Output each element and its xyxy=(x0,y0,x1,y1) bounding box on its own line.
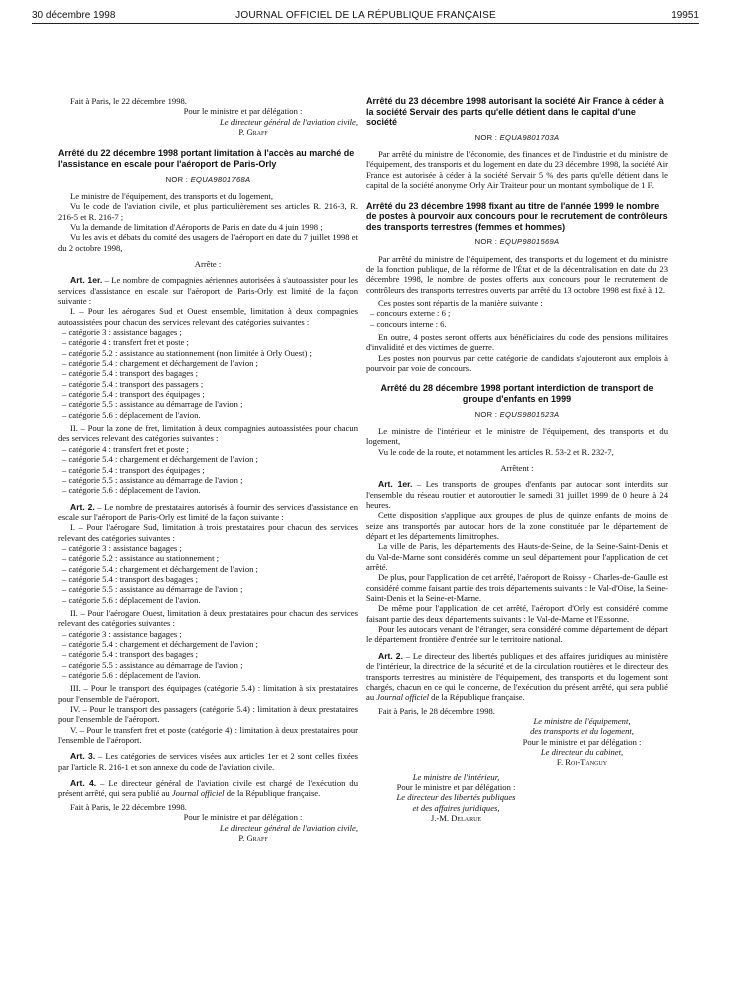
arrete-heading: Arrête : xyxy=(194,258,222,269)
list-item: – catégorie 5.4 : chargement et déchargement de l'avion ; xyxy=(62,639,258,649)
list-item: – catégorie 4 : transfert fret et poste ; xyxy=(62,443,189,454)
header-date: 30 décembre 1998 xyxy=(32,10,116,21)
article-label: Art. 1er. xyxy=(378,479,413,490)
signature-line: Le ministre de l'équipement, xyxy=(533,715,631,726)
section-III: III. – Pour le transport des équipages (catégorie 5.4) : limitation à six prestataires pour l'ensemble de l'aéroport. xyxy=(58,683,358,704)
signature-line: Pour le ministre et par délégation : xyxy=(183,812,303,823)
signature-name: P. Graff xyxy=(238,832,268,843)
list-item: – catégorie 5.4 : transport des équipages ; xyxy=(62,389,205,400)
nor-label: NOR : xyxy=(474,237,498,247)
list-item: – catégorie 5.2 : assistance au stationnement (non limitée à Orly Ouest) ; xyxy=(62,347,312,358)
decree-title: Arrêté du 28 décembre 1998 portant interdiction de transport de groupe d'enfants en 1999 xyxy=(380,383,654,404)
article-text: – Le nombre de compagnies aériennes autorisées à s'autoassister pour les services d'assistance en escale sur l'aéroport de Paris-Orly est limité de la façon suivante : xyxy=(58,275,358,306)
signature-name: F. Roi-Tanguy xyxy=(556,757,608,768)
list-item: – catégorie 5.4 : chargement et déchargement de l'avion ; xyxy=(62,358,258,369)
list-item: – catégorie 5.5 : assistance au démarrage de l'avion ; xyxy=(62,584,243,595)
list-item: – catégorie 5.2 : assistance au stationnement ; xyxy=(62,553,220,564)
list-item: – catégorie 5.4 : chargement et déchargement de l'avion ; xyxy=(62,563,258,574)
category-list xyxy=(58,327,358,420)
nor-label: NOR : xyxy=(474,132,498,142)
nor-code: EQUS9801523A xyxy=(499,409,560,419)
article-text: – Les transports de groupes d'enfants par autocar sont interdits sur l'ensemble du réseau routier et autoroutier le samedi 31 juillet 1999 de 0 heure à 24 heures. xyxy=(366,479,668,510)
article-label: Art. 1er. xyxy=(70,275,103,286)
list-item: – concours interne : 6. xyxy=(370,318,447,329)
journal-officiel: Journal officiel xyxy=(376,692,430,703)
list-item: – catégorie 5.5 : assistance au démarrage de l'avion ; xyxy=(62,474,243,485)
nor-reference xyxy=(58,175,358,185)
signature-block-equipement xyxy=(496,716,668,768)
article-1 xyxy=(366,479,668,510)
list-item: – catégorie 4 : transfert fret et poste ; xyxy=(62,337,189,348)
list-item: – catégorie 5.5 : assistance au démarrage de l'avion ; xyxy=(62,399,243,410)
article-label: Art. 3. xyxy=(70,751,96,762)
signature-line: Le ministre de l'intérieur, xyxy=(412,771,500,782)
list-item: – catégorie 5.6 : déplacement de l'avion. xyxy=(62,485,201,496)
list-item: – catégorie 5.5 : assistance au démarrage de l'avion ; xyxy=(62,659,243,670)
paragraph: En outre, 4 postes seront offerts aux bénéficiaires du code des pensions militaires d'invalidité et des victimes de guerre. xyxy=(366,332,668,353)
paragraph: Les postes non pourvus par cette catégorie de candidats s'ajouteront aux emplois à pourvoir par voie de concours. xyxy=(366,352,668,374)
right-column xyxy=(366,96,668,823)
section-I: I. – Pour l'aérogare Sud, limitation à trois prestataires pour chacun des services relevant des catégories suivantes : xyxy=(58,522,358,543)
article-text: – Le nombre de prestataires autorisés à fournir des services d'assistance en escale sur l'aéroport de Paris-Orly est limité de la façon suivante : xyxy=(58,501,358,522)
list-item: – catégorie 5.6 : déplacement de l'avion. xyxy=(62,409,201,420)
nor-label: NOR : xyxy=(474,409,498,419)
list-item: – catégorie 5.4 : chargement et déchargement de l'avion ; xyxy=(62,454,258,465)
left-column xyxy=(58,96,358,843)
category-list xyxy=(58,444,358,496)
section-II: II. – Pour la zone de fret, limitation à deux compagnies autoassistées pour chacun des services relevant des catégories suivantes : xyxy=(58,423,358,444)
paragraph: La ville de Paris, les départements des Hauts-de-Seine, de la Seine-Saint-Denis et du Val-de-Marne sont considérés comme un seul département pour l'application de cet arrêté. xyxy=(366,541,668,573)
paragraph: Par arrêté du ministre de l'équipement, des transports et du logement et du ministre de la fonction publique, de la réforme de l'État et de la décentralisation en date du 23 décembre 1998, le nombre de postes offerts aux concours pour le recrutement de contrôleurs des transports terrestres ouverts par arrêté du 13 octobre 1998 est fixé à 12. xyxy=(366,253,668,295)
article-label: Art. 2. xyxy=(378,650,403,661)
signature-line: Pour le ministre et par délégation : xyxy=(396,781,516,792)
nor-label: NOR : xyxy=(165,174,189,184)
list-item: – catégorie 5.4 : transport des équipages ; xyxy=(62,464,205,475)
signature-line: Pour le ministre et par délégation : xyxy=(522,736,642,747)
article-label: Art. 4. xyxy=(70,778,97,789)
signature-title: Le directeur général de l'aviation civile, xyxy=(219,116,358,127)
article-text: de la République française. xyxy=(429,692,525,703)
signature-line: et des affaires juridiques, xyxy=(412,802,500,813)
nor-code: EQUA9801703A xyxy=(499,132,560,142)
list-item: – catégorie 5.4 : transport des bagages ; xyxy=(62,368,199,379)
article-text: – Les catégories de services visées aux articles 1er et 2 sont celles fixées par l'article R. 216-1 et son annexe du code de l'aviation civile. xyxy=(58,751,358,772)
paragraph: Vu les avis et débats du comité des usagers de l'aéroport en date du 7 juillet 1998 et du 2 octobre 1998, xyxy=(58,232,358,253)
fait-a-paris: Fait à Paris, le 22 décembre 1998. xyxy=(70,801,187,812)
signature-name: P. Graff xyxy=(238,127,268,138)
article-2 xyxy=(58,502,358,523)
list-item: – catégorie 3 : assistance bagages ; xyxy=(62,628,182,639)
article-text: – Le directeur général de l'aviation civile est chargé de l'exécution du présent arrêté, qui sera publié au xyxy=(58,778,358,799)
list-item: – catégorie 5.4 : transport des bagages ; xyxy=(62,649,199,660)
header-rule xyxy=(32,23,699,24)
list-item: – catégorie 5.4 : transport des bagages ; xyxy=(62,573,199,584)
article-1 xyxy=(58,275,358,306)
paragraph: Le ministre de l'intérieur et le ministre de l'équipement, des transports et du logement, xyxy=(366,425,668,447)
article-3 xyxy=(58,751,358,772)
paragraph: Vu le code de la route, et notamment les articles R. 53-2 et R. 232-7, xyxy=(378,446,614,457)
section-I: I. – Pour les aérogares Sud et Ouest ensemble, limitation à deux compagnies autoassistées pour chacun des services relevant des catégories suivantes : xyxy=(58,306,358,327)
section-V: V. – Pour le transfert fret et poste (catégorie 4) : limitation à deux prestataires pour l'ensemble de l'aéroport. xyxy=(58,724,358,746)
nor-code: EQUP9801569A xyxy=(499,237,560,247)
category-list xyxy=(58,543,358,605)
paragraph: Par arrêté du ministre de l'économie, des finances et de l'industrie et du ministre de l'équipement, des transports et du logement en date du 23 décembre 1998, la société Air France est autorisée à céder à la société Servair 5 % des parts qu'elle détient dans le capital de la société anonyme Orly Air Traiteur pour un montant symbolique de 1 F. xyxy=(366,149,668,191)
signature-line: des transports et du logement, xyxy=(530,726,634,737)
arretent-heading: Arrêtent : xyxy=(500,462,534,473)
header-page-number: 19951 xyxy=(671,10,699,21)
paragraph: Vu le code de l'aviation civile, et plus particulièrement ses articles R. 216-3, R. 216-5 et R. 216-7 ; xyxy=(58,201,358,222)
header-journal-title: JOURNAL OFFICIEL DE LA RÉPUBLIQUE FRANÇAISE xyxy=(235,10,496,21)
nor-code: EQUA9801768A xyxy=(190,174,251,184)
article-label: Art. 2. xyxy=(70,501,95,512)
nor-reference xyxy=(366,410,668,420)
signature-line: Le directeur du cabinet, xyxy=(540,746,624,757)
fait-a-paris: Fait à Paris, le 22 décembre 1998. xyxy=(70,96,187,106)
article-4 xyxy=(58,778,358,799)
paragraph: Cette disposition s'applique aux groupes de plus de quinze enfants de moins de seize ans transportés par autocar hors de la zone constituée par le département de départ et les départements limitrophes. xyxy=(366,510,668,542)
list-item: – concours externe : 6 ; xyxy=(370,308,451,319)
concours-list xyxy=(366,308,668,329)
paragraph: Pour les autocars venant de l'étranger, sera considéré comme département de départ le département frontière d'entrée sur le territoire national. xyxy=(366,624,668,645)
nor-reference xyxy=(366,237,668,247)
list-item: – catégorie 5.6 : déplacement de l'avion. xyxy=(62,670,201,681)
decree-title: Arrêté du 23 décembre 1998 autorisant la société Air France à céder à la société Servair des parts qu'elle détient dans le capital d'une société xyxy=(366,96,664,128)
article-text: – Le directeur des libertés publiques et des affaires juridiques au ministère de l'intérieur, la directrice de la sécurité et de la circulation routières et le directeur des transports terrestres au ministère de l'équipement, des transports et du logement sont chargés, chacun en ce qui le concerne, de l'exécution du présent arrêté, qui sera publié au xyxy=(366,650,668,703)
paragraph: Vu la demande de limitation d'Aéroports de Paris en date du 4 juin 1998 ; xyxy=(70,221,323,232)
signature-line: Pour le ministre et par délégation : xyxy=(183,106,303,117)
article-text: de la République française. xyxy=(224,788,321,799)
section-II: II. – Pour l'aérogare Ouest, limitation à deux prestataires pour chacun des services relevant des catégories suivantes : xyxy=(58,607,358,629)
section-IV: IV. – Pour le transport des passagers (catégorie 5.4) : limitation à deux prestataires pour l'ensemble de l'aéroport. xyxy=(58,704,358,725)
list-item: – catégorie 3 : assistance bagages ; xyxy=(62,327,182,338)
page-header xyxy=(32,8,699,24)
list-item: – catégorie 5.6 : déplacement de l'avion. xyxy=(62,594,201,605)
decree-title: Arrêté du 23 décembre 1998 fixant au titre de l'année 1999 le nombre de postes à pourvoir aux concours pour le recrutement de contrôleurs des transports terrestres (femmes et hommes) xyxy=(366,200,668,232)
paragraph: De plus, pour l'application de cet arrêté, l'aéroport de Roissy - Charles-de-Gaulle est considéré comme faisant partie des trois départements suivants : le Val-d'Oise, la Seine-Saint-Denis et la Seine-et-Marne. xyxy=(366,572,668,604)
list-item: – catégorie 3 : assistance bagages ; xyxy=(62,542,182,553)
signature-block-interieur xyxy=(366,772,546,824)
article-2 xyxy=(366,651,668,703)
decree-title: Arrêté du 22 décembre 1998 portant limitation à l'accès au marché de l'assistance en escale pour l'aéroport de Paris-Orly xyxy=(58,148,355,169)
journal-officiel: Journal officiel xyxy=(171,788,225,799)
signature-title: Le directeur général de l'aviation civile, xyxy=(219,822,358,833)
signature-name: J.-M. Delarue xyxy=(430,812,482,823)
nor-reference xyxy=(366,133,668,143)
list-item: – catégorie 5.4 : transport des passagers ; xyxy=(62,378,204,389)
fait-a-paris: Fait à Paris, le 28 décembre 1998. xyxy=(378,705,495,716)
paragraph: Le ministre de l'équipement, des transports et du logement, xyxy=(70,190,273,201)
category-list xyxy=(58,629,358,681)
signature-line: Le directeur des libertés publiques xyxy=(396,792,516,803)
paragraph: Ces postes sont répartis de la manière suivante : xyxy=(378,298,543,308)
paragraph: De même pour l'application de cet arrêté, l'aéroport d'Orly est considéré comme faisant partie des deux départements suivants : le Val-de-Marne et l'Essonne. xyxy=(366,603,668,624)
